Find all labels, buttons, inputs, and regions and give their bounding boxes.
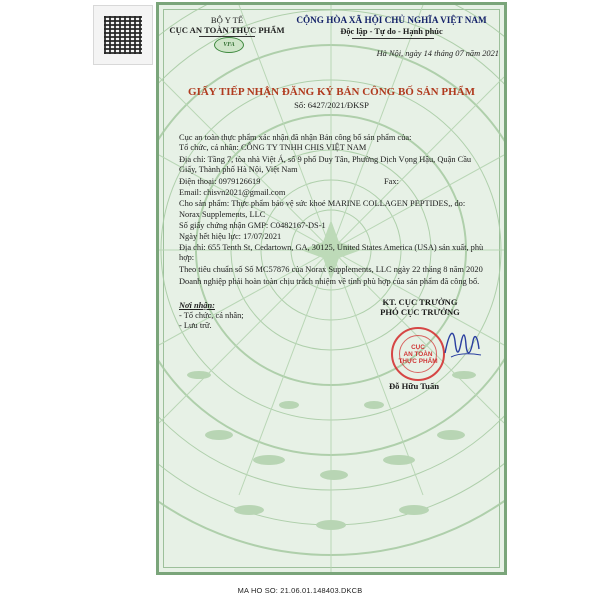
- body-line: Số giấy chứng nhận GMP: C0482167-DS-1: [179, 221, 326, 230]
- signer-title: KT. CỤC TRƯỞNG: [382, 297, 458, 307]
- body-line: Ngày hết hiệu lực: 17/07/2021: [179, 232, 282, 241]
- stamp-line: CỤC: [411, 343, 425, 351]
- qr-code-icon: [104, 16, 142, 54]
- body-line: Doanh nghiệp phải hoàn toàn chịu trách nhiệm về tính phù hợp của sản phẩm đã công bố.: [179, 277, 480, 286]
- qr-code: [93, 5, 153, 65]
- vfa-logo: VFA: [214, 37, 244, 53]
- place-date: Hà Nội, ngày 14 tháng 07 năm 2021: [376, 49, 499, 58]
- body-line: Giấy, Thành phố Hà Nội, Việt Nam: [179, 165, 298, 174]
- document-title: GIẤY TIẾP NHẬN ĐĂNG KÝ BẢN CÔNG BỐ SẢN PHẨM: [188, 86, 475, 98]
- recipient-item: - Lưu trữ.: [179, 321, 212, 330]
- recipients-heading: Nơi nhận:: [179, 301, 215, 310]
- ministry-name: BỘ Y TẾ: [210, 15, 244, 25]
- stamp-text: [393, 329, 443, 379]
- recipient-item: - Tổ chức, cá nhân;: [179, 311, 244, 320]
- body-line: Cho sản phẩm: Thực phẩm bảo vệ sức khoẻ MARINE COLLAGEN PEPTIDES,, do:: [179, 199, 466, 208]
- official-stamp: [391, 327, 445, 381]
- certificate: [156, 2, 507, 575]
- body-line: Email: chisvn2021@gmail.com: [179, 188, 286, 197]
- fax-label: Fax:: [384, 177, 399, 186]
- signer-name: Đỗ Hữu Tuấn: [388, 381, 440, 391]
- body-line: Địa chỉ: 655 Tenth St, Cedartown, GA, 30125, United States America (USA) sản xuất, phù: [179, 243, 484, 252]
- signer-position: PHÓ CỤC TRƯỞNG: [380, 307, 460, 317]
- body-line: Norax Supplements, LLC: [179, 210, 266, 219]
- record-code: MA HO SO: 21.06.01.148403.DKCB: [237, 586, 363, 595]
- stamp-line: THỰC PHẨM: [398, 357, 438, 365]
- body-line: Theo tiêu chuẩn số Số MC57876 của Norax Supplements, LLC ngày 22 tháng 8 năm 2020: [179, 265, 483, 274]
- body-line: Địa chỉ: Tầng 7, tòa nhà Việt Á, số 9 phố Duy Tân, Phường Dịch Vọng Hậu, Quận Cầu: [179, 155, 472, 164]
- nation-name: CỘNG HÒA XÃ HỘI CHỦ NGHĨA VIỆT NAM: [296, 15, 487, 25]
- body-line: Tổ chức, cá nhân: CÔNG TY TNHH CHIS VIỆT NAM: [179, 143, 367, 152]
- body-line: Cục an toàn thực phẩm xác nhận đã nhận Bản công bố sản phẩm của:: [179, 133, 412, 142]
- stamp-line: AN TOÀN: [403, 350, 433, 358]
- handwritten-signature-icon: [439, 323, 485, 369]
- national-motto: Độc lập - Tự do - Hạnh phúc: [340, 27, 443, 36]
- body-line: hợp:: [179, 253, 195, 262]
- motto-divider: [352, 38, 434, 39]
- agency-name: CỤC AN TOÀN THỰC PHẨM: [169, 25, 285, 35]
- body-line: Điện thoại: 0979126619: [179, 177, 261, 186]
- document-number: Số: 6427/2021/ĐKSP: [294, 100, 369, 110]
